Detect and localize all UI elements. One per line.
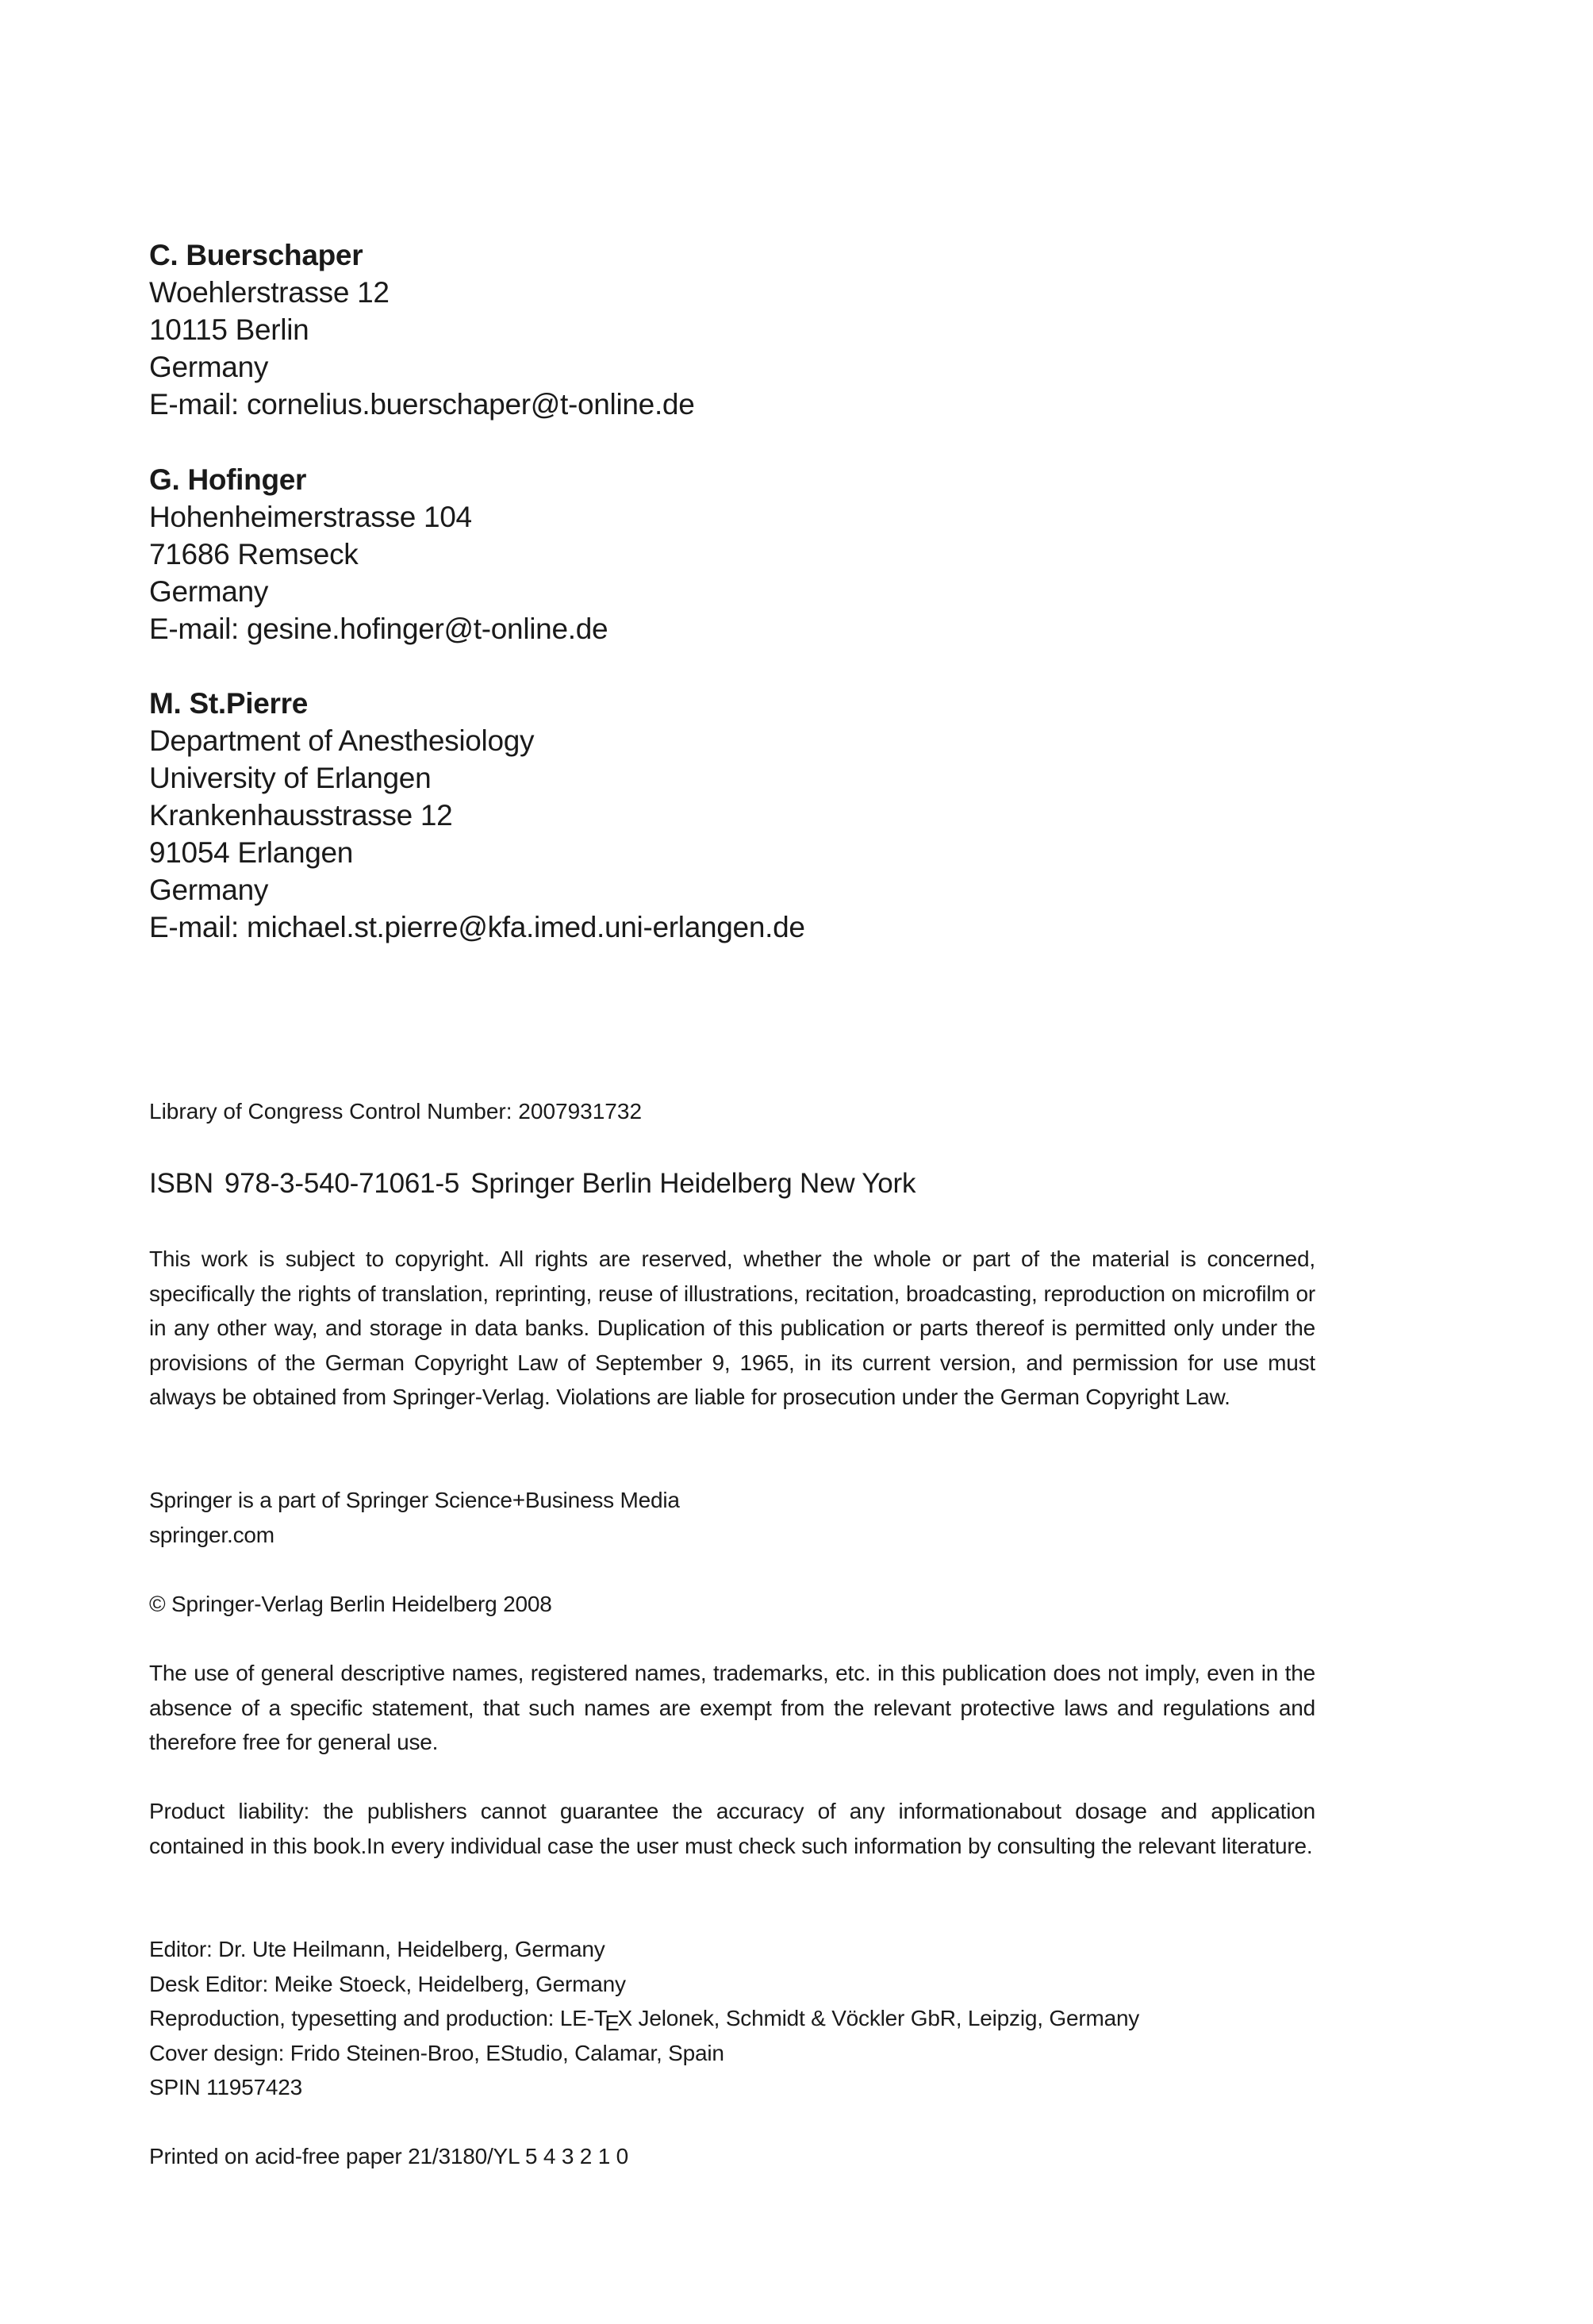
editor-credit: Editor: Dr. Ute Heilmann, Heidelberg, Germany — [149, 1937, 605, 1961]
author-country: Germany — [149, 351, 269, 383]
trademark-notice: The use of general descriptive names, registered names, trademarks, etc. in this publication does not imply, even in the absence of a specific statement, that such names are exempt from the relevant protective laws and regulations and therefore free for general use. — [149, 1661, 1315, 1754]
author-street: Hohenheimerstrasse 104 — [149, 501, 472, 533]
production-credit — [149, 2001, 1139, 2036]
tex-logo-e: E — [605, 2011, 620, 2036]
author-street: Woehlerstrasse 12 — [149, 276, 390, 309]
author-city: 71686 Remseck — [149, 538, 359, 570]
printed-on-paper: Printed on acid-free paper 21/3180/YL 5 4 3 2 1 0 — [149, 2144, 629, 2168]
author-name: M. St.Pierre — [149, 687, 308, 720]
author-country: Germany — [149, 874, 269, 906]
author-email: E-mail: gesine.hofinger@t-online.de — [149, 613, 608, 645]
springer-info — [149, 1483, 680, 1552]
author-street: Krankenhausstrasse 12 — [149, 799, 453, 832]
author-block-buerschaper — [149, 236, 695, 423]
author-block-hofinger — [149, 461, 608, 647]
author-email: E-mail: cornelius.buerschaper@t-online.de — [149, 388, 695, 421]
author-city: 91054 Erlangen — [149, 836, 354, 869]
production-credits — [149, 1932, 1139, 2105]
desk-editor-credit: Desk Editor: Meike Stoeck, Heidelberg, Germany — [149, 1971, 626, 1996]
production-credit-suffix: X Jelonek, Schmidt & Vöckler GbR, Leipzig, Germany — [617, 2006, 1140, 2030]
author-block-stpierre — [149, 685, 805, 946]
production-credit-prefix: Reproduction, typesetting and production: LE-T — [149, 2006, 608, 2030]
liability-notice: Product liability: the publishers cannot guarantee the accuracy of any informationabout dosage and application contained in this book.In every individual case the user must check such information by consulting the relevant literature. — [149, 1799, 1315, 1858]
springer-part-text: Springer is a part of Springer Science+Business Media — [149, 1488, 680, 1512]
copyright-line: © Springer-Verlag Berlin Heidelberg 2008 — [149, 1592, 552, 1616]
isbn-number: 978-3-540-71061-5 — [224, 1168, 460, 1199]
author-country: Germany — [149, 575, 269, 608]
author-email: E-mail: michael.st.pierre@kfa.imed.uni-erlangen.de — [149, 911, 805, 943]
isbn-label: ISBN — [149, 1168, 213, 1199]
springer-url: springer.com — [149, 1522, 274, 1547]
copyright-notice: This work is subject to copyright. All rights are reserved, whether the whole or part of the material is concerned, specifically the rights of translation, reprinting, reuse of illustrations, recitation, broadcasting, reproduction on microfilm or in any other way, and storage in data banks. Duplication of this publication or parts thereof is permitted only under the provisions of the German Copyright Law of September 9, 1965, in its current version, and permission for use must always be obtained from Springer-Verlag. Violations are liable for prosecution under the German Copyright Law. — [149, 1247, 1315, 1409]
author-university: University of Erlangen — [149, 762, 432, 794]
author-name: C. Buerschaper — [149, 239, 363, 271]
author-city: 10115 Berlin — [149, 313, 309, 346]
author-name: G. Hofinger — [149, 463, 307, 496]
isbn-line — [149, 1166, 927, 1201]
library-of-congress-number: Library of Congress Control Number: 2007931732 — [149, 1099, 643, 1124]
cover-design-credit: Cover design: Frido Steinen-Broo, EStudio, Calamar, Spain — [149, 2040, 724, 2065]
isbn-publisher: Springer Berlin Heidelberg New York — [470, 1168, 916, 1199]
spin-number: SPIN 11957423 — [149, 2075, 303, 2099]
author-department: Department of Anesthesiology — [149, 724, 535, 757]
